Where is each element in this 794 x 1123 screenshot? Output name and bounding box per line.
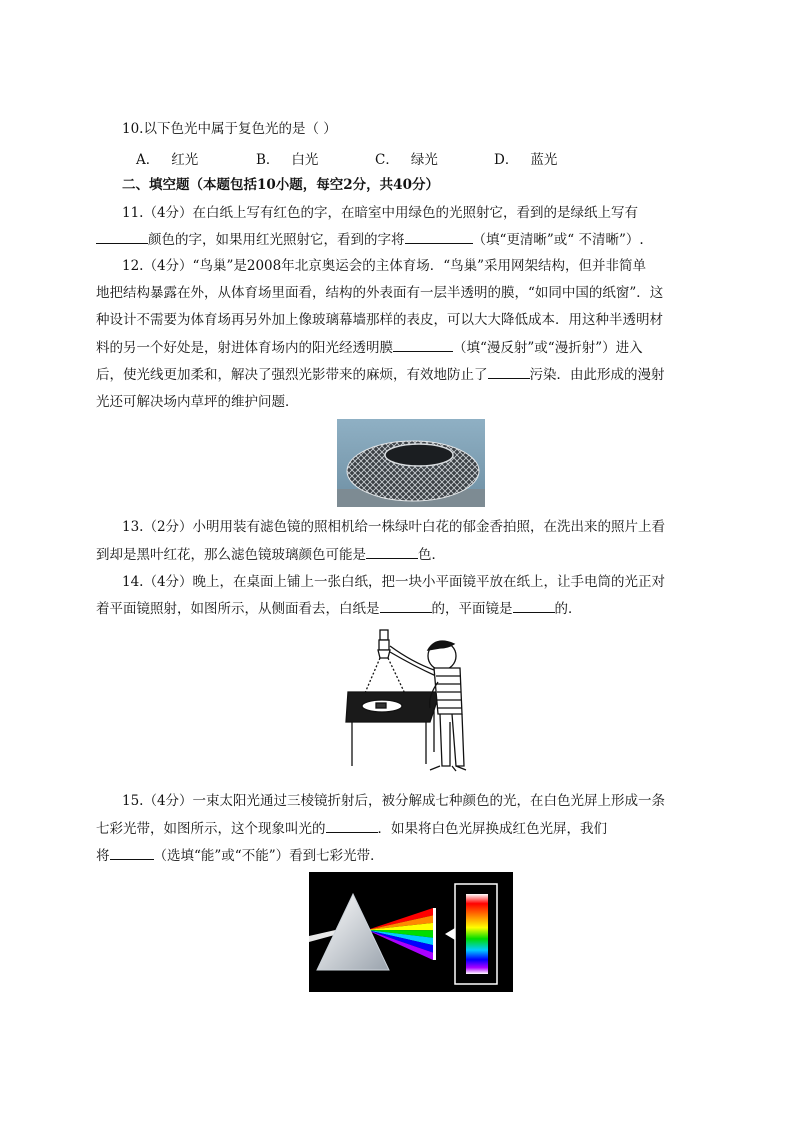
answer-blank[interactable] [96,231,148,244]
q15-text-c: 将 [96,848,110,864]
option-letter: D． [494,152,519,168]
q10-option-a [136,148,198,168]
answer-blank[interactable] [110,847,154,860]
section-heading: 二、填空题（本题包括10小题，每空2分，共40分） [122,177,439,193]
q12-text-b: （填“漫反射”或“漫折射”）进入 [453,340,643,356]
q14-line2 [96,600,582,618]
q12-text-c: 后，使光线更加柔和，解决了强烈光影带来的麻烦，有效地防止了 [96,367,488,383]
answer-blank[interactable] [366,546,418,559]
q11-line2 [96,231,644,249]
q13-text-b: 色． [418,547,445,563]
q13-text-a: 到却是黑叶红花，那么滤色镜玻璃颜色可能是 [96,547,366,563]
answer-blank[interactable] [405,231,473,244]
prism-spectrum-image [309,872,513,992]
q15-line1: 15.（4分）一束太阳光通过三棱镜折射后，被分解成七种颜色的光，在白色光屏上形成一条 [122,793,666,809]
answer-blank[interactable] [488,366,530,379]
q15-text-b: ．如果将白色光屏换成红色光屏，我们 [377,821,607,837]
q14-line1: 14.（4分）晚上，在桌面上铺上一张白纸，把一块小平面镜平放在纸上，让手电筒的光正对 [122,574,666,590]
q12-line2: 地把结构暴露在外，从体育场里面看，结构的外表面有一层半透明的膜，“如同中国的纸窗”．这 [96,285,664,301]
q10-option-d [494,148,557,168]
q12-text-a: 料的另一个好处是，射进体育场内的阳光经透明膜 [96,340,393,356]
option-text: 红光 [171,152,199,168]
q15-line2 [96,820,607,838]
q15-text-d: （选填“能”或“不能”）看到七彩光带． [153,848,384,864]
option-letter: B． [256,152,280,168]
q14-text-a: 着平面镜照射，如图所示，从侧面看去，白纸是 [96,601,380,617]
q11-text-a: 颜色的字，如果用红光照射它，看到的字将 [148,232,405,248]
answer-blank[interactable] [380,600,432,613]
option-text: 蓝光 [530,152,558,168]
q12-line6: 光还可解决场内草坪的维护问题． [96,394,299,410]
q10-stem: 10.以下色光中属于复色光的是（ ） [122,121,337,137]
option-letter: C． [375,152,399,168]
bird-nest-stadium-photo [337,419,485,507]
q12-line4 [96,339,643,357]
q12-line3: 种设计不需要为体育场再另外加上像玻璃幕墙那样的表皮，可以大大降低成本．用这种半透明材 [96,312,663,328]
boy-flashlight-mirror-drawing [344,626,476,774]
q14-text-b: 的，平面镜是 [431,601,513,617]
q10-option-c [375,148,438,168]
answer-blank[interactable] [393,339,453,352]
q15-line3 [96,847,384,865]
q11-text-b: （填“更清晰”或“ 不清晰”）. [472,232,644,248]
answer-blank[interactable] [513,600,555,613]
q13-line1: 13.（2分）小明用装有滤色镜的照相机给一株绿叶白花的郁金香拍照，在洗出来的照片上看 [122,519,666,535]
option-text: 白光 [291,152,319,168]
answer-blank[interactable] [326,820,378,833]
q13-line2 [96,546,445,564]
option-letter: A． [136,152,160,168]
q12-line1: 12.（4分）“鸟巢”是2008年北京奥运会的主体育场．“鸟巢”采用网架结构，但并非简单 [122,258,647,274]
q12-line5 [96,366,665,384]
option-text: 绿光 [410,152,438,168]
q10-option-b [256,148,318,168]
q15-text-a: 七彩光带，如图所示，这个现象叫光的 [96,821,326,837]
q11-line1: 11.（4分）在白纸上写有红色的字，在暗室中用绿色的光照射它，看到的是绿纸上写有 [122,205,639,221]
q14-text-c: 的． [554,601,582,617]
q12-text-d: 污染．由此形成的漫射 [529,367,665,383]
